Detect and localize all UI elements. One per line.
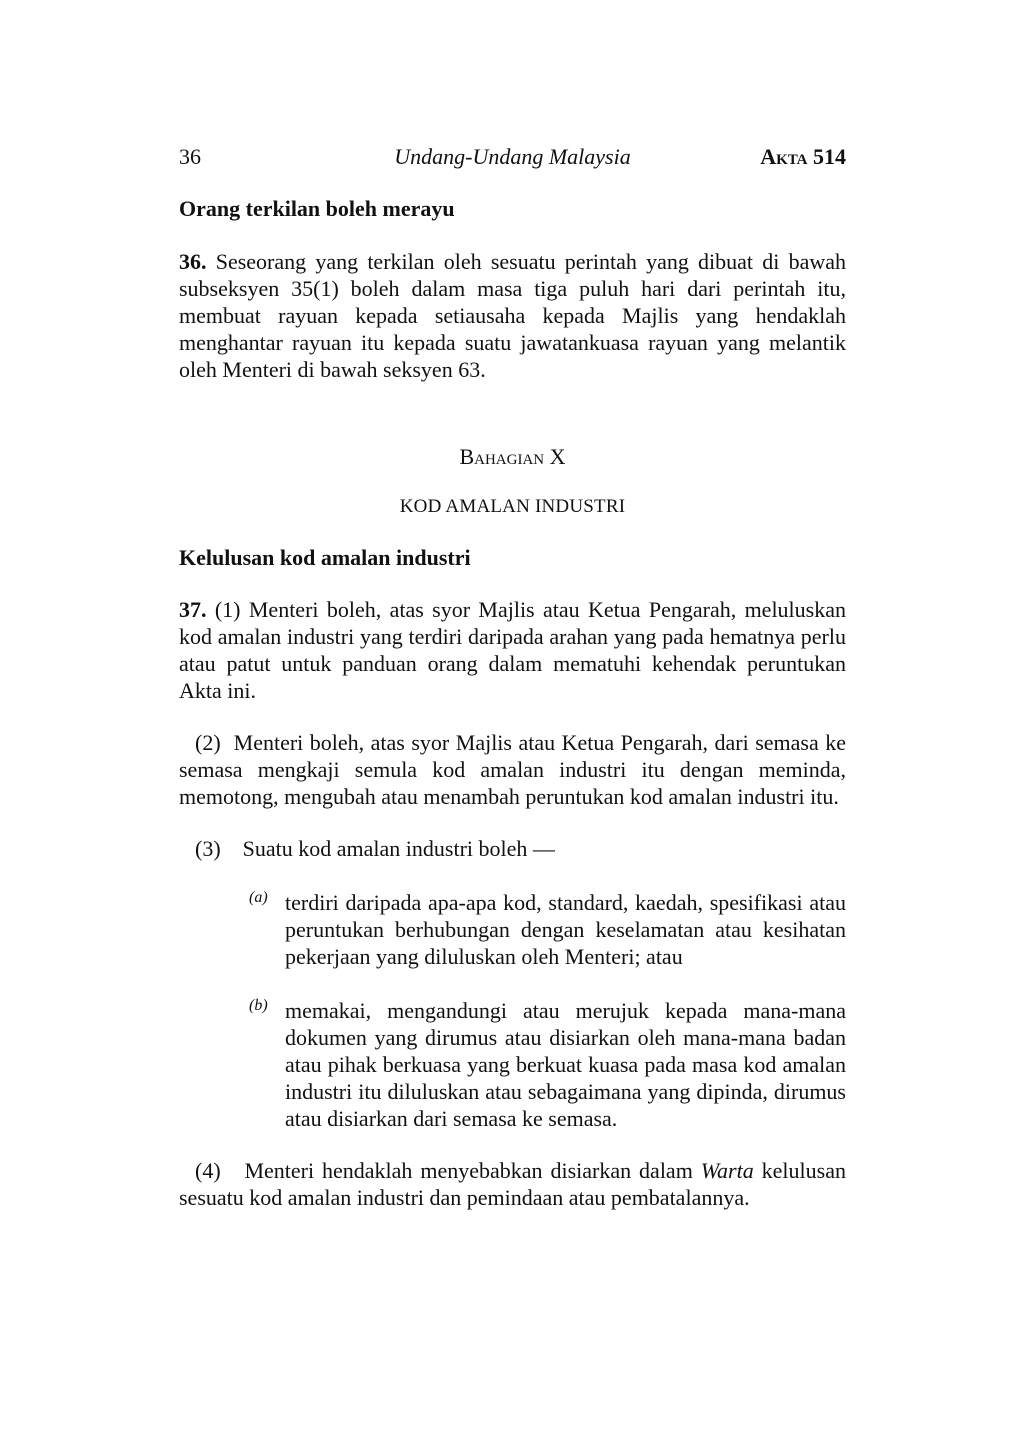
page-number: 36 (179, 144, 201, 169)
section-37-subsection-4 (179, 1157, 846, 1211)
section-37-heading: Kelulusan kod amalan industri (179, 545, 471, 570)
paragraph-a (179, 889, 846, 970)
act-word: Akta (760, 144, 808, 169)
act-number: 514 (813, 144, 846, 169)
section-37-number: 37. (179, 597, 207, 622)
paragraph-b-text: memakai, mengandungi atau merujuk kepada mana-mana dokumen yang dirumus atau disiarkan oleh mana-mana badan atau pihak berkuasa yang berkuat kuasa pada masa kod amalan industri itu diluluskan atau sebagaimana yang dipinda, dirumus atau disiarkan dari semasa ke semasa. (285, 998, 846, 1131)
subsection-4-text-after: kelulusan sesuatu kod amalan industri dan pemindaan atau pembatalannya. (179, 1158, 846, 1210)
section-36-body (179, 248, 846, 383)
paragraph-b-label: (b) (249, 997, 268, 1014)
running-header (179, 138, 846, 178)
part-title: Bahagian X (459, 444, 566, 469)
section-37-subsection-2: (2) Menteri boleh, atas syor Majlis atau Ketua Pengarah, dari semasa ke semasa mengkaji semula kod amalan industri itu dengan meminda, memotong, mengubah atau menambah peruntukan kod amalan industri itu. (179, 730, 846, 809)
running-title: Undang-Undang Malaysia (394, 144, 631, 169)
section-37-subsection-1 (179, 596, 846, 704)
section-37-subsection-3: (3) Suatu kod amalan industri boleh — (195, 836, 555, 861)
paragraph-a-label: (a) (249, 889, 268, 906)
subsection-1-text: (1) Menteri boleh, atas syor Majlis atau Ketua Pengarah, meluluskan kod amalan industri yang terdiri daripada arahan yang pada hematnya perlu atau patut untuk panduan orang dalam mematuhi kehendak peruntukan Akta ini. (179, 597, 846, 703)
subsection-4-text-before: (4) Menteri hendaklah menyebabkan disiarkan dalam (195, 1158, 701, 1183)
section-36-heading: Orang terkilan boleh merayu (179, 196, 455, 221)
paragraph-a-text: terdiri daripada apa-apa kod, standard, kaedah, spesifikasi atau peruntukan berhubungan dengan keselamatan atau kesihatan pekerjaan yang diluluskan oleh Menteri; atau (285, 890, 846, 969)
paragraph-b (179, 997, 846, 1132)
part-subtitle: KOD AMALAN INDUSTRI (399, 496, 626, 517)
section-36-text: Seseorang yang terkilan oleh sesuatu perintah yang dibuat di bawah subseksyen 35(1) boleh dalam masa tiga puluh hari dari perintah itu, membuat rayuan kepada setiausaha kepada Majlis yang hendaklah menghantar rayuan itu kepada suatu jawatankuasa rayuan yang melantik oleh Menteri di bawah seksyen 63. (179, 249, 846, 382)
section-36-number: 36. (179, 249, 207, 274)
act-reference (760, 144, 846, 170)
document-page (179, 138, 846, 1211)
warta-term: Warta (700, 1158, 754, 1183)
